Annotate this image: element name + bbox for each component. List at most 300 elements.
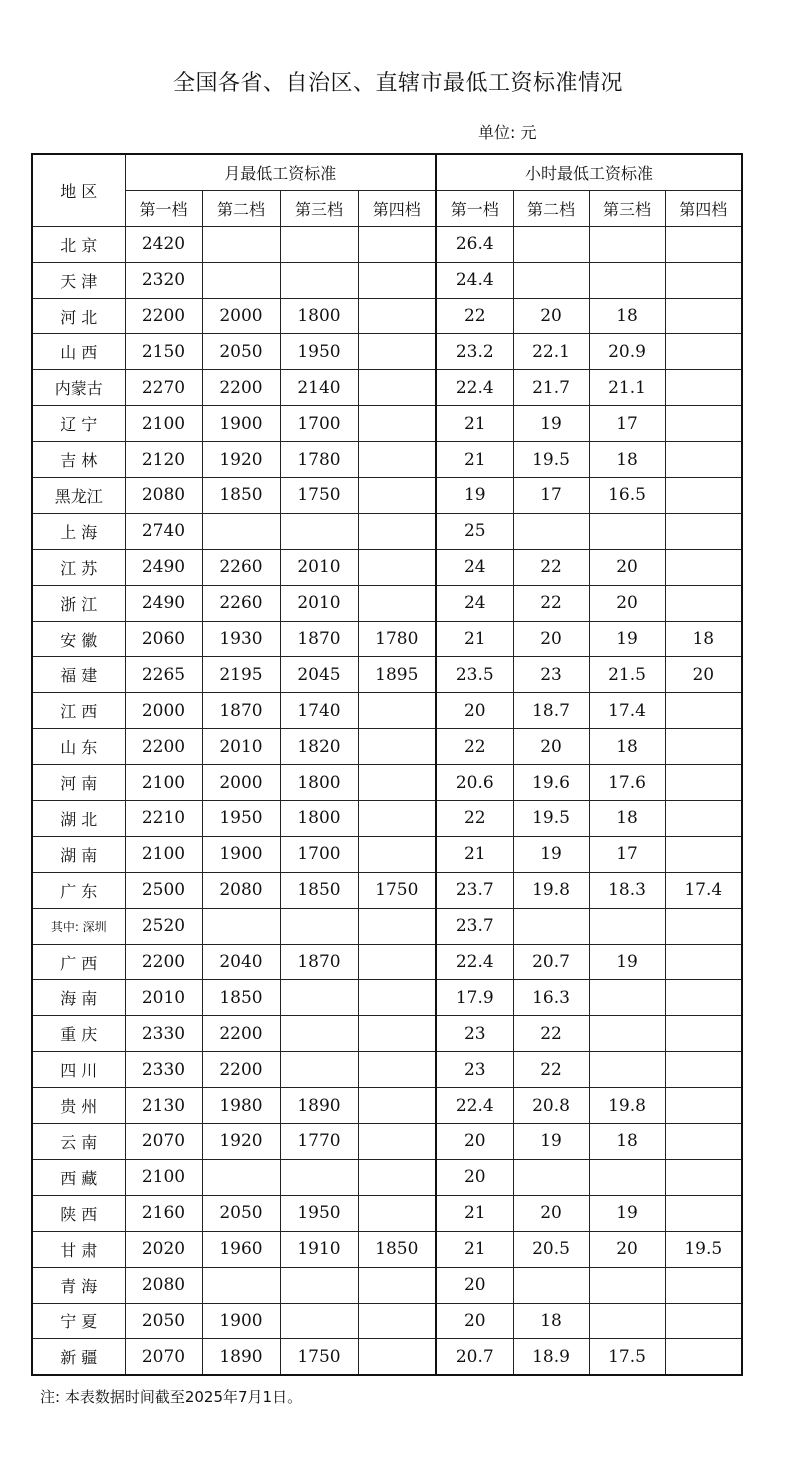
monthly-tier-1-cell: 2130 bbox=[125, 1088, 202, 1124]
monthly-tier-2-cell: 1980 bbox=[202, 1088, 280, 1124]
hourly-tier-2-cell: 20.5 bbox=[513, 1231, 589, 1267]
monthly-tier-4-cell: 1895 bbox=[358, 657, 436, 693]
hourly-tier-1-cell: 24 bbox=[436, 585, 513, 621]
hourly-tier-4-cell bbox=[665, 765, 742, 801]
hourly-tier-2-cell: 18.9 bbox=[513, 1339, 589, 1375]
monthly-tier-1-cell: 2490 bbox=[125, 549, 202, 585]
table-row bbox=[32, 657, 742, 693]
monthly-tier-3-cell: 1820 bbox=[280, 729, 358, 765]
table-row bbox=[32, 693, 742, 729]
monthly-tier-1-cell: 2100 bbox=[125, 836, 202, 872]
monthly-tier-2-cell bbox=[202, 1267, 280, 1303]
monthly-tier-4-cell bbox=[358, 262, 436, 298]
region-cell: 江 苏 bbox=[32, 549, 125, 585]
hourly-tier-4-cell bbox=[665, 693, 742, 729]
monthly-tier-1-cell: 2080 bbox=[125, 1267, 202, 1303]
monthly-tier-2-cell: 2260 bbox=[202, 585, 280, 621]
monthly-tier-4-cell bbox=[358, 298, 436, 334]
hourly-tier-4-cell bbox=[665, 442, 742, 478]
monthly-tier-2-cell: 2010 bbox=[202, 729, 280, 765]
hourly-tier-2-cell: 20 bbox=[513, 1195, 589, 1231]
monthly-tier-3-cell bbox=[280, 262, 358, 298]
region-cell: 山 东 bbox=[32, 729, 125, 765]
hourly-tier-1-cell: 24 bbox=[436, 549, 513, 585]
monthly-tier-3-cell bbox=[280, 1267, 358, 1303]
hourly-tier-1-cell: 22.4 bbox=[436, 370, 513, 406]
monthly-tier-3-cell: 2010 bbox=[280, 549, 358, 585]
table-row bbox=[32, 406, 742, 442]
region-cell: 西 藏 bbox=[32, 1159, 125, 1195]
monthly-tier-3-cell bbox=[280, 908, 358, 944]
region-cell: 安 徽 bbox=[32, 621, 125, 657]
monthly-tier-2-cell: 2050 bbox=[202, 1195, 280, 1231]
monthly-tier-1-cell: 2080 bbox=[125, 478, 202, 514]
monthly-tier-3-cell: 1870 bbox=[280, 621, 358, 657]
hourly-tier-4-cell bbox=[665, 1159, 742, 1195]
hourly-tier-2-cell: 18.7 bbox=[513, 693, 589, 729]
monthly-tier-4-cell bbox=[358, 1088, 436, 1124]
monthly-tier-3-cell: 1850 bbox=[280, 872, 358, 908]
region-cell: 吉 林 bbox=[32, 442, 125, 478]
monthly-tier-4-cell bbox=[358, 226, 436, 262]
region-cell: 贵 州 bbox=[32, 1088, 125, 1124]
monthly-tier-4-cell bbox=[358, 1303, 436, 1339]
table-row bbox=[32, 370, 742, 406]
hourly-tier-3-cell: 21.5 bbox=[589, 657, 665, 693]
monthly-tier-1-cell: 2200 bbox=[125, 298, 202, 334]
table-row bbox=[32, 1195, 742, 1231]
monthly-tier-4-cell bbox=[358, 1159, 436, 1195]
region-cell: 湖 南 bbox=[32, 836, 125, 872]
region-cell: 浙 江 bbox=[32, 585, 125, 621]
monthly-tier-3-cell: 1910 bbox=[280, 1231, 358, 1267]
hourly-tier-4-cell bbox=[665, 585, 742, 621]
header-monthly-tier-4: 第四档 bbox=[358, 190, 436, 226]
hourly-tier-4-cell bbox=[665, 513, 742, 549]
monthly-tier-1-cell: 2160 bbox=[125, 1195, 202, 1231]
hourly-tier-4-cell bbox=[665, 1339, 742, 1375]
monthly-tier-1-cell: 2200 bbox=[125, 729, 202, 765]
header-monthly-tier-2: 第二档 bbox=[202, 190, 280, 226]
table-row bbox=[32, 298, 742, 334]
hourly-tier-3-cell: 21.1 bbox=[589, 370, 665, 406]
monthly-tier-4-cell: 1780 bbox=[358, 621, 436, 657]
table-row bbox=[32, 549, 742, 585]
hourly-tier-1-cell: 22 bbox=[436, 298, 513, 334]
table-row bbox=[32, 1267, 742, 1303]
hourly-tier-1-cell: 21 bbox=[436, 406, 513, 442]
min-wage-table bbox=[31, 153, 743, 1376]
monthly-tier-4-cell bbox=[358, 765, 436, 801]
monthly-tier-1-cell: 2120 bbox=[125, 442, 202, 478]
monthly-tier-1-cell: 2490 bbox=[125, 585, 202, 621]
region-cell: 湖 北 bbox=[32, 801, 125, 837]
table-row bbox=[32, 621, 742, 657]
table-row bbox=[32, 585, 742, 621]
monthly-tier-4-cell bbox=[358, 1016, 436, 1052]
monthly-tier-1-cell: 2265 bbox=[125, 657, 202, 693]
hourly-tier-2-cell: 19.5 bbox=[513, 442, 589, 478]
monthly-tier-1-cell: 2100 bbox=[125, 406, 202, 442]
hourly-tier-3-cell bbox=[589, 1052, 665, 1088]
monthly-tier-4-cell bbox=[358, 1339, 436, 1375]
monthly-tier-1-cell: 2740 bbox=[125, 513, 202, 549]
monthly-tier-3-cell bbox=[280, 226, 358, 262]
hourly-tier-1-cell: 21 bbox=[436, 1195, 513, 1231]
region-cell: 辽 宁 bbox=[32, 406, 125, 442]
hourly-tier-3-cell: 19 bbox=[589, 621, 665, 657]
hourly-tier-4-cell bbox=[665, 1303, 742, 1339]
region-cell: 山 西 bbox=[32, 334, 125, 370]
hourly-tier-2-cell: 19.5 bbox=[513, 801, 589, 837]
monthly-tier-4-cell bbox=[358, 729, 436, 765]
region-cell: 海 南 bbox=[32, 980, 125, 1016]
hourly-tier-4-cell bbox=[665, 549, 742, 585]
table-row bbox=[32, 801, 742, 837]
monthly-tier-2-cell: 1850 bbox=[202, 478, 280, 514]
table-row bbox=[32, 908, 742, 944]
hourly-tier-3-cell bbox=[589, 908, 665, 944]
monthly-tier-1-cell: 2270 bbox=[125, 370, 202, 406]
hourly-tier-3-cell: 17.6 bbox=[589, 765, 665, 801]
hourly-tier-4-cell bbox=[665, 908, 742, 944]
hourly-tier-2-cell: 20.8 bbox=[513, 1088, 589, 1124]
monthly-tier-3-cell: 1800 bbox=[280, 298, 358, 334]
table-row bbox=[32, 1124, 742, 1160]
table-row bbox=[32, 765, 742, 801]
monthly-tier-1-cell: 2330 bbox=[125, 1052, 202, 1088]
monthly-tier-1-cell: 2200 bbox=[125, 944, 202, 980]
hourly-tier-1-cell: 20 bbox=[436, 693, 513, 729]
hourly-tier-4-cell bbox=[665, 1267, 742, 1303]
monthly-tier-4-cell bbox=[358, 801, 436, 837]
monthly-tier-1-cell: 2100 bbox=[125, 765, 202, 801]
hourly-tier-1-cell: 21 bbox=[436, 621, 513, 657]
region-cell: 江 西 bbox=[32, 693, 125, 729]
monthly-tier-3-cell: 1700 bbox=[280, 836, 358, 872]
table-row bbox=[32, 1339, 742, 1375]
header-hourly-tier-3: 第三档 bbox=[589, 190, 665, 226]
region-cell: 河 北 bbox=[32, 298, 125, 334]
monthly-tier-1-cell: 2520 bbox=[125, 908, 202, 944]
hourly-tier-1-cell: 23.7 bbox=[436, 872, 513, 908]
header-monthly: 月最低工资标准 bbox=[125, 154, 436, 190]
monthly-tier-4-cell bbox=[358, 1267, 436, 1303]
monthly-tier-3-cell: 1950 bbox=[280, 334, 358, 370]
hourly-tier-3-cell: 17 bbox=[589, 406, 665, 442]
region-cell: 天 津 bbox=[32, 262, 125, 298]
table-row bbox=[32, 1016, 742, 1052]
table-row bbox=[32, 836, 742, 872]
table-row bbox=[32, 1052, 742, 1088]
monthly-tier-3-cell: 1800 bbox=[280, 801, 358, 837]
monthly-tier-4-cell bbox=[358, 1124, 436, 1160]
table-row bbox=[32, 1303, 742, 1339]
region-cell: 福 建 bbox=[32, 657, 125, 693]
hourly-tier-2-cell: 19 bbox=[513, 836, 589, 872]
monthly-tier-4-cell bbox=[358, 549, 436, 585]
hourly-tier-4-cell bbox=[665, 1052, 742, 1088]
monthly-tier-2-cell: 1900 bbox=[202, 406, 280, 442]
monthly-tier-2-cell: 2200 bbox=[202, 1052, 280, 1088]
hourly-tier-4-cell bbox=[665, 980, 742, 1016]
region-cell: 广 西 bbox=[32, 944, 125, 980]
hourly-tier-1-cell: 20 bbox=[436, 1159, 513, 1195]
hourly-tier-4-cell bbox=[665, 1195, 742, 1231]
table-row bbox=[32, 1159, 742, 1195]
hourly-tier-2-cell: 19.8 bbox=[513, 872, 589, 908]
hourly-tier-4-cell bbox=[665, 478, 742, 514]
hourly-tier-4-cell bbox=[665, 262, 742, 298]
monthly-tier-2-cell bbox=[202, 908, 280, 944]
monthly-tier-2-cell: 2195 bbox=[202, 657, 280, 693]
monthly-tier-4-cell bbox=[358, 693, 436, 729]
monthly-tier-1-cell: 2320 bbox=[125, 262, 202, 298]
hourly-tier-1-cell: 20 bbox=[436, 1124, 513, 1160]
hourly-tier-2-cell: 20 bbox=[513, 298, 589, 334]
hourly-tier-4-cell bbox=[665, 836, 742, 872]
monthly-tier-3-cell bbox=[280, 1159, 358, 1195]
monthly-tier-2-cell: 1850 bbox=[202, 980, 280, 1016]
monthly-tier-4-cell bbox=[358, 334, 436, 370]
hourly-tier-1-cell: 20 bbox=[436, 1267, 513, 1303]
hourly-tier-2-cell bbox=[513, 1267, 589, 1303]
hourly-tier-2-cell: 20 bbox=[513, 621, 589, 657]
monthly-tier-3-cell bbox=[280, 1016, 358, 1052]
header-region: 地 区 bbox=[32, 154, 125, 226]
monthly-tier-4-cell bbox=[358, 836, 436, 872]
monthly-tier-4-cell bbox=[358, 478, 436, 514]
monthly-tier-4-cell bbox=[358, 585, 436, 621]
monthly-tier-3-cell bbox=[280, 1052, 358, 1088]
region-cell: 云 南 bbox=[32, 1124, 125, 1160]
hourly-tier-2-cell: 17 bbox=[513, 478, 589, 514]
hourly-tier-3-cell bbox=[589, 226, 665, 262]
monthly-tier-2-cell: 1960 bbox=[202, 1231, 280, 1267]
monthly-tier-4-cell bbox=[358, 370, 436, 406]
hourly-tier-2-cell: 19 bbox=[513, 406, 589, 442]
monthly-tier-1-cell: 2330 bbox=[125, 1016, 202, 1052]
hourly-tier-3-cell bbox=[589, 1267, 665, 1303]
region-cell: 河 南 bbox=[32, 765, 125, 801]
header-hourly-tier-2: 第二档 bbox=[513, 190, 589, 226]
hourly-tier-3-cell: 16.5 bbox=[589, 478, 665, 514]
hourly-tier-2-cell bbox=[513, 262, 589, 298]
hourly-tier-2-cell: 19.6 bbox=[513, 765, 589, 801]
hourly-tier-3-cell: 20 bbox=[589, 549, 665, 585]
header-hourly-tier-1: 第一档 bbox=[436, 190, 513, 226]
hourly-tier-2-cell: 20 bbox=[513, 729, 589, 765]
hourly-tier-1-cell: 23.5 bbox=[436, 657, 513, 693]
monthly-tier-3-cell: 2140 bbox=[280, 370, 358, 406]
hourly-tier-2-cell: 18 bbox=[513, 1303, 589, 1339]
region-cell: 内蒙古 bbox=[32, 370, 125, 406]
hourly-tier-4-cell: 18 bbox=[665, 621, 742, 657]
hourly-tier-2-cell bbox=[513, 226, 589, 262]
hourly-tier-1-cell: 20 bbox=[436, 1303, 513, 1339]
region-cell: 上 海 bbox=[32, 513, 125, 549]
region-cell: 甘 肃 bbox=[32, 1231, 125, 1267]
monthly-tier-4-cell bbox=[358, 442, 436, 478]
hourly-tier-4-cell bbox=[665, 944, 742, 980]
monthly-tier-2-cell: 1920 bbox=[202, 1124, 280, 1160]
hourly-tier-1-cell: 22 bbox=[436, 729, 513, 765]
hourly-tier-1-cell: 24.4 bbox=[436, 262, 513, 298]
monthly-tier-2-cell bbox=[202, 262, 280, 298]
hourly-tier-2-cell: 20.7 bbox=[513, 944, 589, 980]
hourly-tier-4-cell: 17.4 bbox=[665, 872, 742, 908]
table-row bbox=[32, 226, 742, 262]
monthly-tier-4-cell bbox=[358, 1052, 436, 1088]
table-row bbox=[32, 1231, 742, 1267]
footnote: 注: 本表数据时间截至2025年7月1日。 bbox=[40, 1388, 303, 1406]
monthly-tier-3-cell: 1870 bbox=[280, 944, 358, 980]
hourly-tier-3-cell bbox=[589, 513, 665, 549]
table-row bbox=[32, 944, 742, 980]
monthly-tier-3-cell bbox=[280, 1303, 358, 1339]
monthly-tier-2-cell: 2000 bbox=[202, 298, 280, 334]
hourly-tier-1-cell: 22.4 bbox=[436, 1088, 513, 1124]
header-hourly: 小时最低工资标准 bbox=[436, 154, 742, 190]
hourly-tier-2-cell: 22 bbox=[513, 585, 589, 621]
hourly-tier-2-cell: 22 bbox=[513, 1016, 589, 1052]
hourly-tier-3-cell: 19 bbox=[589, 944, 665, 980]
hourly-tier-2-cell: 23 bbox=[513, 657, 589, 693]
monthly-tier-1-cell: 2020 bbox=[125, 1231, 202, 1267]
monthly-tier-1-cell: 2070 bbox=[125, 1124, 202, 1160]
hourly-tier-3-cell: 17.5 bbox=[589, 1339, 665, 1375]
monthly-tier-4-cell bbox=[358, 944, 436, 980]
monthly-tier-4-cell bbox=[358, 1195, 436, 1231]
hourly-tier-4-cell bbox=[665, 334, 742, 370]
hourly-tier-2-cell bbox=[513, 513, 589, 549]
monthly-tier-2-cell: 1920 bbox=[202, 442, 280, 478]
hourly-tier-1-cell: 23 bbox=[436, 1052, 513, 1088]
hourly-tier-2-cell: 21.7 bbox=[513, 370, 589, 406]
table-row bbox=[32, 262, 742, 298]
monthly-tier-2-cell bbox=[202, 226, 280, 262]
monthly-tier-3-cell: 1800 bbox=[280, 765, 358, 801]
monthly-tier-1-cell: 2100 bbox=[125, 1159, 202, 1195]
hourly-tier-2-cell: 22 bbox=[513, 549, 589, 585]
monthly-tier-3-cell: 2045 bbox=[280, 657, 358, 693]
region-cell: 陕 西 bbox=[32, 1195, 125, 1231]
header-hourly-tier-4: 第四档 bbox=[665, 190, 742, 226]
hourly-tier-4-cell bbox=[665, 729, 742, 765]
region-cell: 新 疆 bbox=[32, 1339, 125, 1375]
hourly-tier-3-cell: 18 bbox=[589, 442, 665, 478]
hourly-tier-1-cell: 22.4 bbox=[436, 944, 513, 980]
hourly-tier-4-cell bbox=[665, 1088, 742, 1124]
monthly-tier-3-cell: 1770 bbox=[280, 1124, 358, 1160]
hourly-tier-3-cell: 18 bbox=[589, 298, 665, 334]
monthly-tier-2-cell: 1870 bbox=[202, 693, 280, 729]
monthly-tier-1-cell: 2000 bbox=[125, 693, 202, 729]
monthly-tier-4-cell: 1850 bbox=[358, 1231, 436, 1267]
monthly-tier-2-cell: 2050 bbox=[202, 334, 280, 370]
hourly-tier-2-cell bbox=[513, 908, 589, 944]
hourly-tier-1-cell: 19 bbox=[436, 478, 513, 514]
monthly-tier-3-cell bbox=[280, 980, 358, 1016]
hourly-tier-3-cell: 18 bbox=[589, 1124, 665, 1160]
hourly-tier-2-cell: 22 bbox=[513, 1052, 589, 1088]
table-row bbox=[32, 334, 742, 370]
hourly-tier-4-cell bbox=[665, 406, 742, 442]
unit-label: 单位: 元 bbox=[478, 123, 537, 142]
hourly-tier-3-cell: 19.8 bbox=[589, 1088, 665, 1124]
hourly-tier-3-cell: 20 bbox=[589, 585, 665, 621]
hourly-tier-4-cell bbox=[665, 801, 742, 837]
region-cell: 其中: 深圳 bbox=[32, 908, 125, 944]
hourly-tier-3-cell bbox=[589, 1016, 665, 1052]
hourly-tier-3-cell bbox=[589, 262, 665, 298]
monthly-tier-3-cell: 1700 bbox=[280, 406, 358, 442]
monthly-tier-4-cell bbox=[358, 980, 436, 1016]
table-row bbox=[32, 872, 742, 908]
hourly-tier-4-cell bbox=[665, 370, 742, 406]
monthly-tier-4-cell: 1750 bbox=[358, 872, 436, 908]
monthly-tier-1-cell: 2420 bbox=[125, 226, 202, 262]
table-row bbox=[32, 980, 742, 1016]
monthly-tier-2-cell: 2040 bbox=[202, 944, 280, 980]
monthly-tier-2-cell: 2200 bbox=[202, 1016, 280, 1052]
monthly-tier-1-cell: 2060 bbox=[125, 621, 202, 657]
hourly-tier-1-cell: 21 bbox=[436, 836, 513, 872]
hourly-tier-4-cell: 20 bbox=[665, 657, 742, 693]
hourly-tier-2-cell bbox=[513, 1159, 589, 1195]
hourly-tier-2-cell: 19 bbox=[513, 1124, 589, 1160]
hourly-tier-3-cell: 18 bbox=[589, 801, 665, 837]
hourly-tier-4-cell bbox=[665, 226, 742, 262]
hourly-tier-1-cell: 21 bbox=[436, 1231, 513, 1267]
monthly-tier-3-cell: 1750 bbox=[280, 478, 358, 514]
monthly-tier-3-cell: 1890 bbox=[280, 1088, 358, 1124]
region-cell: 重 庆 bbox=[32, 1016, 125, 1052]
hourly-tier-3-cell: 20 bbox=[589, 1231, 665, 1267]
region-cell: 宁 夏 bbox=[32, 1303, 125, 1339]
header-monthly-tier-3: 第三档 bbox=[280, 190, 358, 226]
monthly-tier-1-cell: 2150 bbox=[125, 334, 202, 370]
hourly-tier-1-cell: 23.2 bbox=[436, 334, 513, 370]
monthly-tier-1-cell: 2070 bbox=[125, 1339, 202, 1375]
hourly-tier-4-cell bbox=[665, 1016, 742, 1052]
hourly-tier-4-cell bbox=[665, 1124, 742, 1160]
hourly-tier-3-cell bbox=[589, 1303, 665, 1339]
monthly-tier-1-cell: 2210 bbox=[125, 801, 202, 837]
header-monthly-tier-1: 第一档 bbox=[125, 190, 202, 226]
monthly-tier-1-cell: 2010 bbox=[125, 980, 202, 1016]
monthly-tier-2-cell: 2200 bbox=[202, 370, 280, 406]
hourly-tier-3-cell bbox=[589, 980, 665, 1016]
monthly-tier-3-cell: 1740 bbox=[280, 693, 358, 729]
monthly-tier-2-cell: 1900 bbox=[202, 1303, 280, 1339]
hourly-tier-2-cell: 16.3 bbox=[513, 980, 589, 1016]
monthly-tier-3-cell: 2010 bbox=[280, 585, 358, 621]
monthly-tier-4-cell bbox=[358, 513, 436, 549]
hourly-tier-3-cell: 18 bbox=[589, 729, 665, 765]
monthly-tier-2-cell: 2080 bbox=[202, 872, 280, 908]
hourly-tier-1-cell: 22 bbox=[436, 801, 513, 837]
region-cell: 黑龙江 bbox=[32, 478, 125, 514]
table-row bbox=[32, 442, 742, 478]
hourly-tier-3-cell: 17 bbox=[589, 836, 665, 872]
hourly-tier-1-cell: 23.7 bbox=[436, 908, 513, 944]
hourly-tier-4-cell bbox=[665, 298, 742, 334]
region-cell: 北 京 bbox=[32, 226, 125, 262]
hourly-tier-3-cell: 19 bbox=[589, 1195, 665, 1231]
monthly-tier-2-cell bbox=[202, 1159, 280, 1195]
page-title: 全国各省、自治区、直辖市最低工资标准情况 bbox=[172, 71, 623, 96]
